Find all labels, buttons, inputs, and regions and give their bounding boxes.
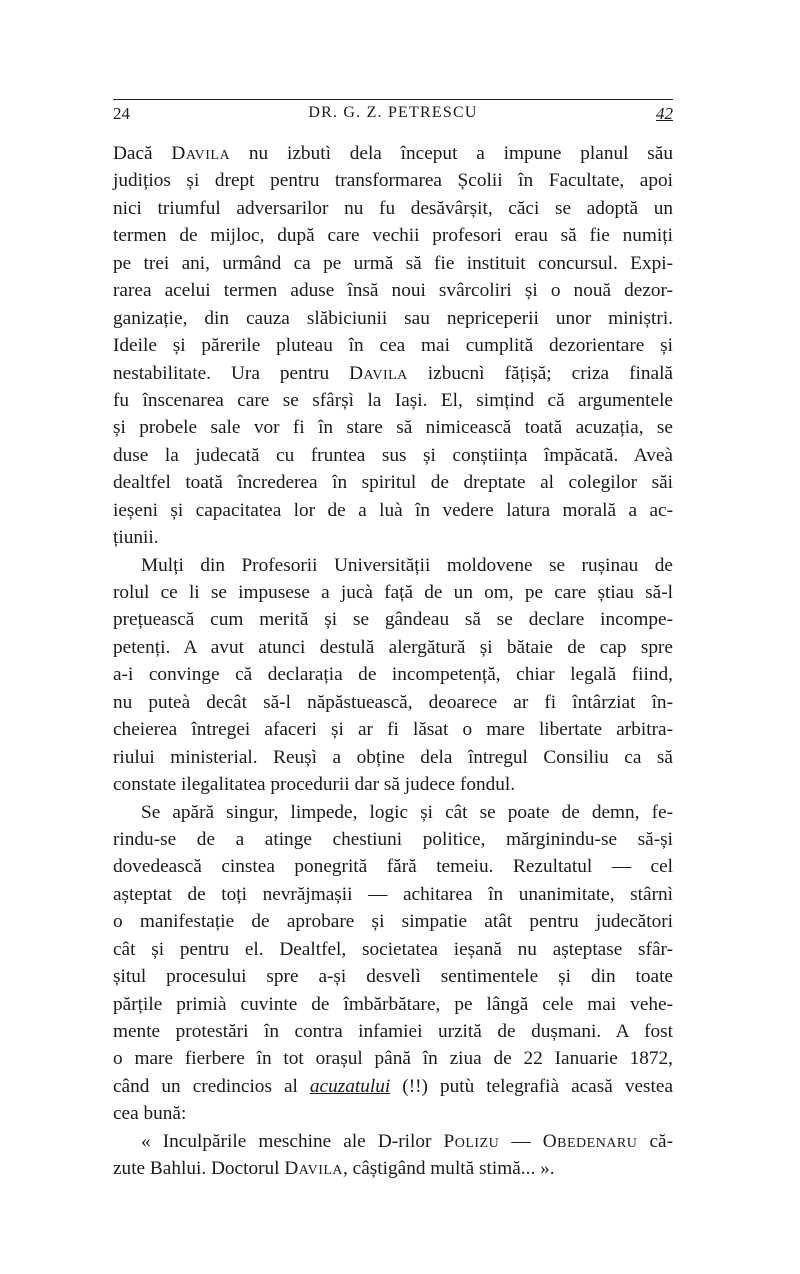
text-line: fu înscenarea care se sfârșì la Iași. El, simțind că argumentele	[113, 389, 673, 411]
body-text	[113, 140, 673, 1183]
text-line: cea bună:	[113, 1103, 187, 1125]
text-line: Dacă Davila nu izbutì dela început a impune planul său	[113, 143, 673, 164]
running-head-author: DR. G. Z. PETRESCU	[308, 104, 478, 121]
page-number: 24	[113, 104, 130, 123]
handwritten-page-mark: 42	[656, 104, 673, 123]
text-line: ganizație, din cauza slăbiciunii sau nepriceperii unor miniștri.	[113, 307, 673, 329]
text-line: petenți. A avut atunci destulă alergătură și bătaie de cap spre	[113, 636, 673, 658]
text-line: constate ilegalitatea procedurii dar să judece fondul.	[113, 774, 516, 796]
quote-start: « Inculpările meschine ale D-rilor Polizu — Obedenaru că-	[141, 1130, 674, 1152]
text-line: riului ministerial. Reușì a obține dela întregul Consiliu ca să	[113, 746, 673, 768]
text-line: șitul procesului spre a-și desvelì sentimentele și din toate	[113, 966, 673, 988]
running-header	[113, 104, 673, 128]
text-line: când un credincios al acuzatului (!!) putù telegrafià acasă vestea	[113, 1075, 673, 1097]
paragraph-start: Mulți din Profesorii Universității moldovene se rușinau de	[141, 554, 673, 576]
name-davila: Davila	[284, 1158, 344, 1180]
text-line: dovedească cinstea ponegrită fără temeiu. Rezultatul — cel	[113, 856, 673, 878]
text-line: duse la judecată cu fruntea sus și conștiința împăcată. Aveà	[113, 444, 673, 466]
text-line: așteptat de toți nevrăjmașii — achitarea în unanimitate, stârnì	[113, 883, 673, 905]
text-line: Ideile și părerile pluteau în cea mai cumplită dezorientare și	[113, 335, 673, 357]
text-line: cât și pentru el. Dealtfel, societatea ieșană nu așteptase sfâr-	[113, 938, 673, 960]
name-polizu: Polizu	[443, 1130, 500, 1152]
emphasis-acuzatului: acuzatului	[309, 1075, 391, 1097]
text-line: prețuească cum merită și se gândeau să se declare incompe-	[113, 609, 673, 631]
text-line: o manifestație de aprobare și simpatie atât pentru judecători	[113, 911, 673, 933]
text-line: o mare fierbere în tot orașul până în ziua de 22 Ianuarie 1872,	[113, 1048, 673, 1070]
text-line: rindu-se de a atinge chestiuni politice, mărginindu-se să-și	[113, 828, 673, 850]
text-line: nestabilitate. Ura pentru Davila izbucnì fățișă; criza finală	[113, 362, 673, 384]
paragraph-start: Se apără singur, limpede, logic și cât se poate de demn, fe-	[141, 801, 673, 823]
header-rule	[113, 99, 673, 100]
text-line: judițios și drept pentru transformarea Școlii în Facultate, apoi	[113, 170, 673, 192]
name-obedenaru: Obedenaru	[542, 1130, 638, 1152]
text-line: nici triumful adversarilor nu fu desăvârșit, căci se adoptă un	[113, 197, 673, 219]
text-line: mente protestări în contra infamiei urzită de dușmani. A fost	[113, 1021, 673, 1042]
text-line: dealtfel toată încrederea în spiritul de dreptate al colegilor săi	[113, 472, 673, 494]
text-line: zute Bahlui. Doctorul Davila, câștigând multă stimă... ».	[113, 1158, 555, 1180]
name-davila: Davila	[171, 143, 231, 164]
text-line: termen de mijloc, după care vechii profesori erau să fie numiți	[113, 225, 673, 247]
text-line: nu puteà decât să-l năpăstuească, deoarece ar fi întârziat în-	[113, 691, 673, 713]
text-line: rolul ce li se impusese a jucà față de un om, pe care știau să-l	[113, 582, 673, 603]
text-line: țiunii.	[113, 527, 159, 549]
text-line: a-i convinge că declarația de incompetență, chiar legală fiind,	[113, 664, 673, 686]
text-line: ieșeni și capacitatea lor de a luà în vedere latura morală a ac-	[113, 499, 673, 521]
text-line: și probele sale vor fi în stare să nimicească toată acuzația, se	[113, 417, 673, 439]
text-line: rarea acelui termen aduse însă noui svârcoliri și o nouă dezor-	[113, 280, 673, 302]
text-line: cheierea întregei afaceri și ar fi lăsat o mare libertate arbitra-	[113, 719, 673, 741]
name-davila: Davila	[349, 362, 408, 384]
text-line: părțile primià cuvinte de îmbărbătare, pe lângă cele mai vehe-	[113, 993, 673, 1015]
text-line: pe trei ani, urmând ca pe urmă să fie instituit concursul. Expi-	[113, 252, 673, 274]
